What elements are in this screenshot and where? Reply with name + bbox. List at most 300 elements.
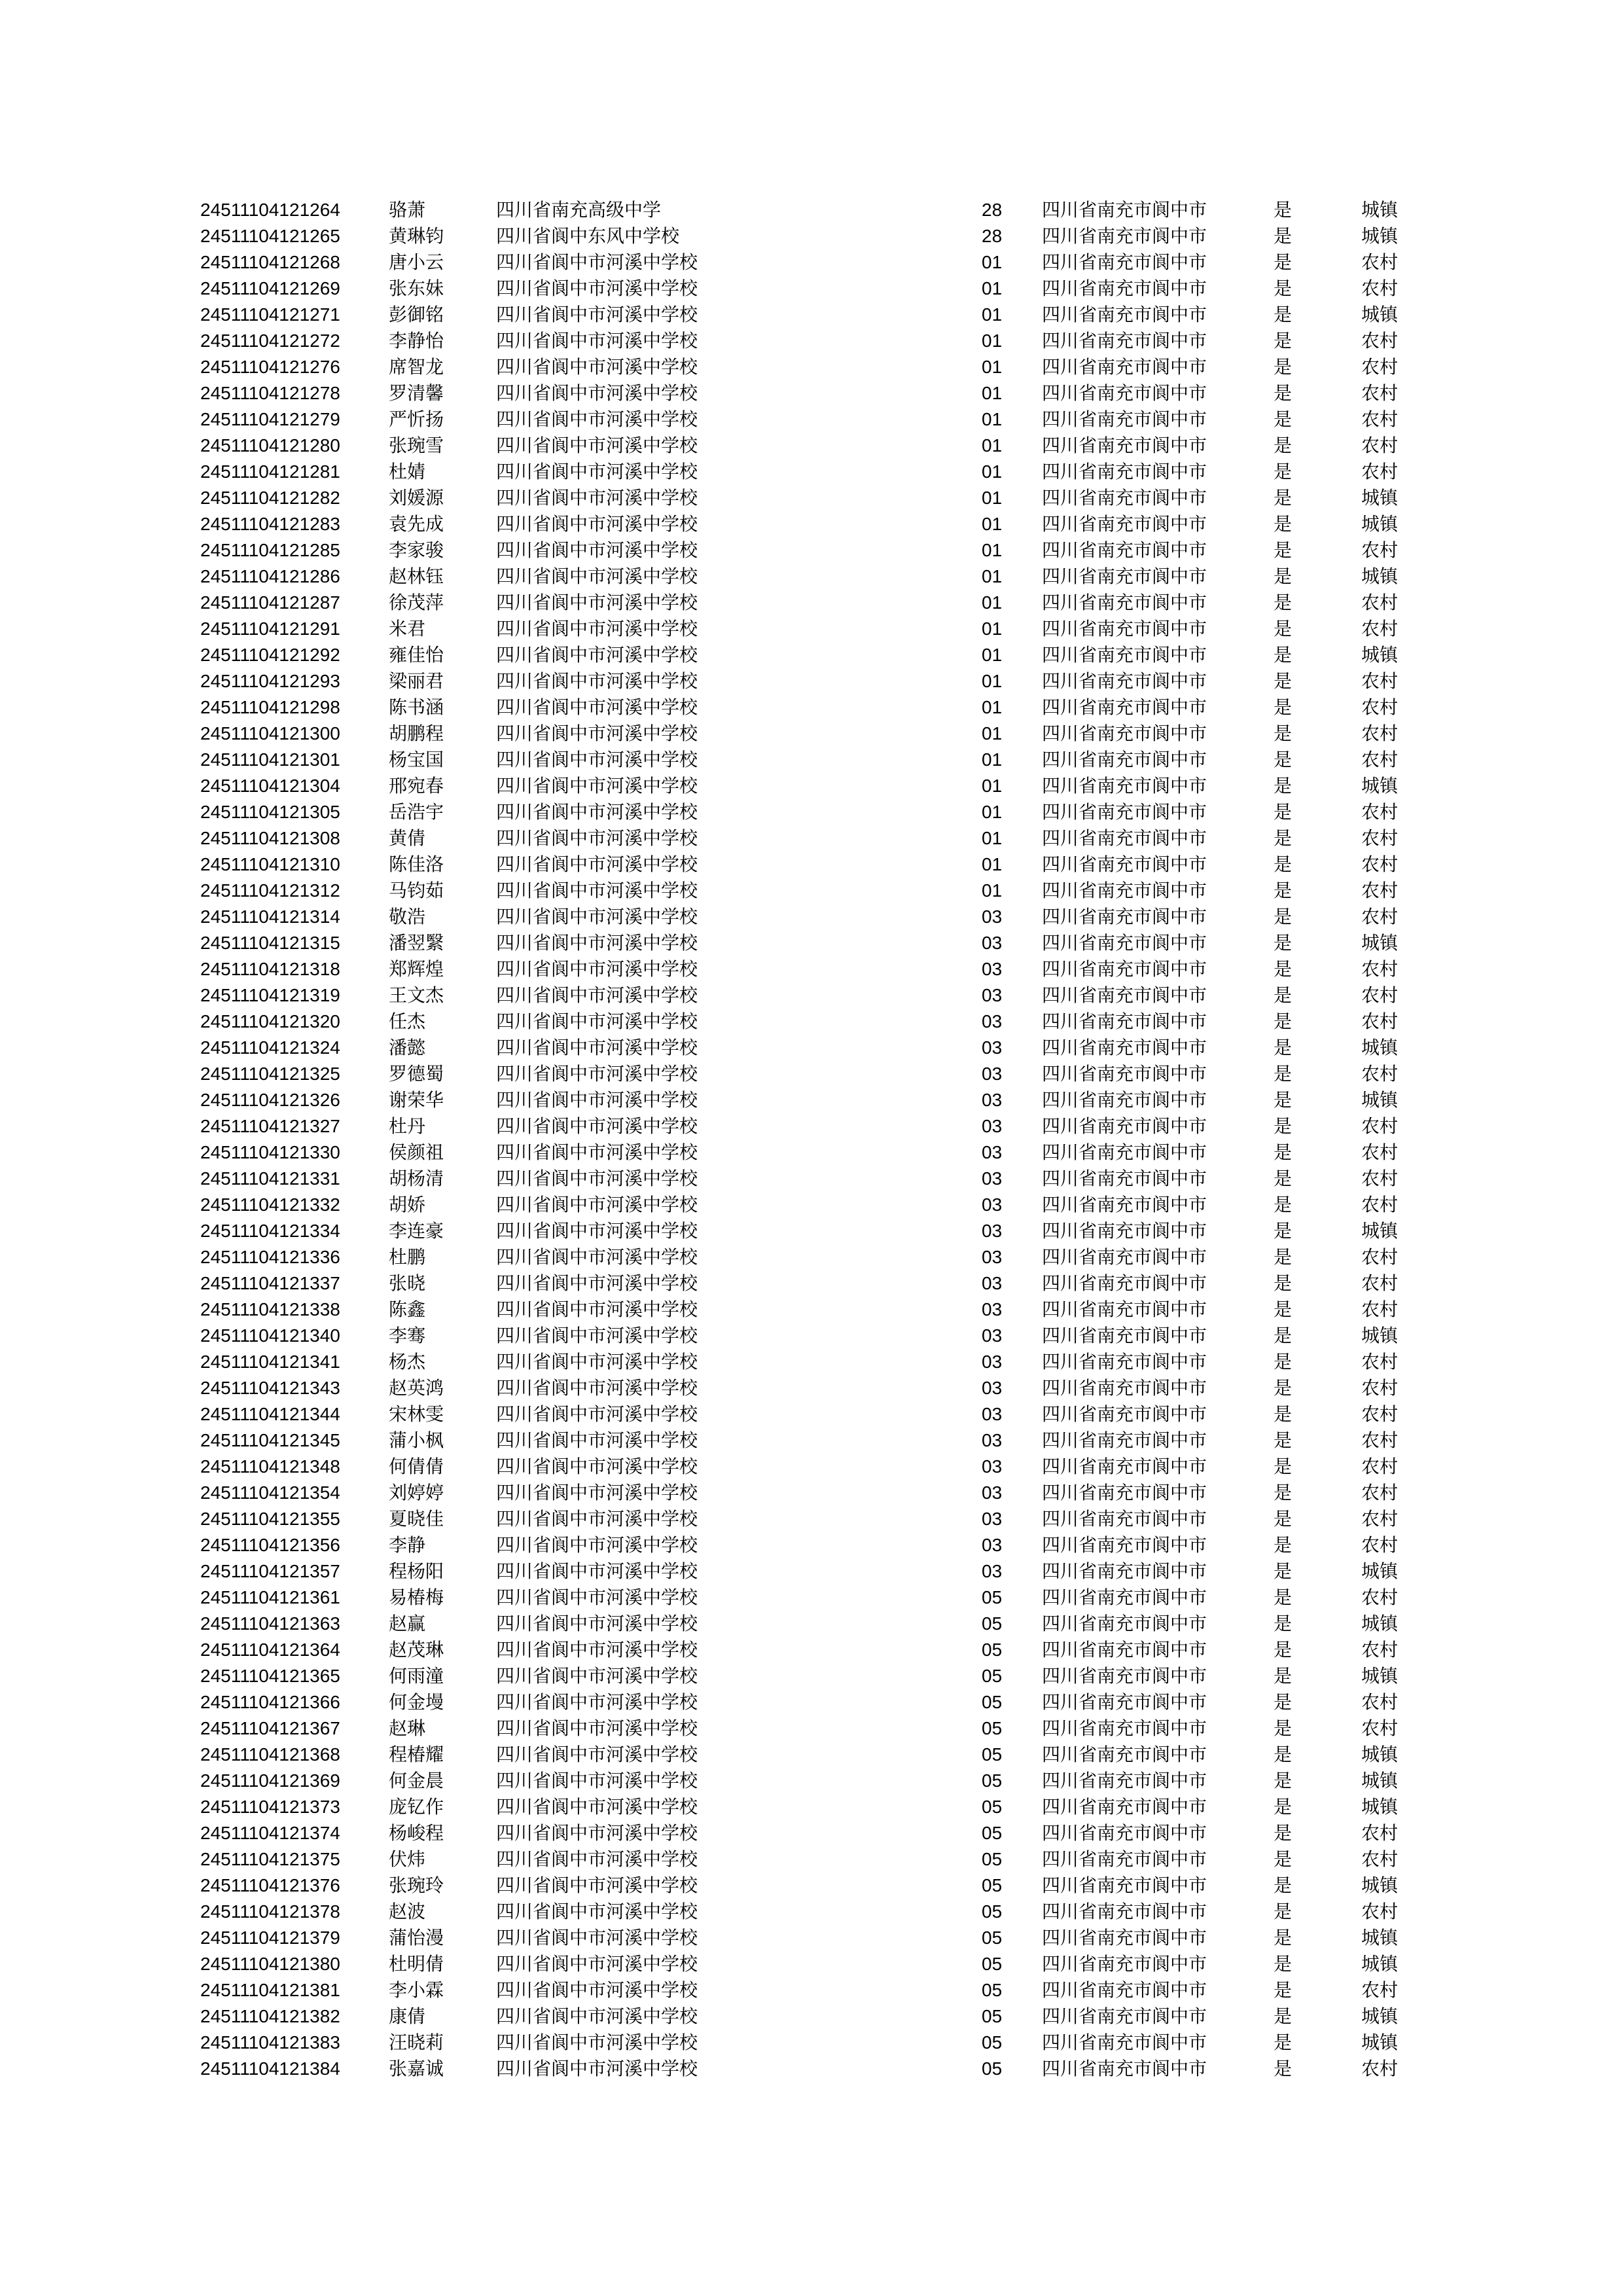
student-name-cell: 任杰 bbox=[389, 1011, 426, 1031]
school-name-cell: 四川省阆中市河溪中学校 bbox=[496, 645, 698, 665]
region-cell: 四川省南充市阆中市 bbox=[1042, 1430, 1207, 1450]
area-type-cell: 农村 bbox=[1361, 1142, 1399, 1162]
student-name-cell: 杨峻程 bbox=[389, 1823, 444, 1843]
student-name-cell: 赵琳 bbox=[389, 1718, 426, 1738]
flag-cell: 是 bbox=[1274, 645, 1293, 665]
student-id-cell: 24511104121298 bbox=[200, 697, 340, 717]
area-type-cell: 城镇 bbox=[1361, 1954, 1399, 1974]
student-name-cell: 李骞 bbox=[389, 1325, 426, 1346]
student-id-cell: 24511104121285 bbox=[200, 540, 340, 560]
flag-cell: 是 bbox=[1274, 749, 1293, 770]
student-id-cell: 24511104121340 bbox=[200, 1325, 340, 1346]
flag-cell: 是 bbox=[1274, 1823, 1293, 1843]
code-cell: 03 bbox=[982, 1482, 1003, 1503]
region-cell: 四川省南充市阆中市 bbox=[1042, 1194, 1207, 1215]
school-name-cell: 四川省阆中市河溪中学校 bbox=[496, 854, 698, 874]
school-name-cell: 四川省阆中市河溪中学校 bbox=[496, 1037, 698, 1058]
area-type-cell: 农村 bbox=[1361, 959, 1399, 979]
area-type-cell: 农村 bbox=[1361, 1587, 1399, 1607]
school-name-cell: 四川省阆中市河溪中学校 bbox=[496, 1901, 698, 1922]
student-id-cell: 24511104121348 bbox=[200, 1456, 340, 1477]
area-type-cell: 农村 bbox=[1361, 1535, 1399, 1555]
student-id-cell: 24511104121357 bbox=[200, 1561, 340, 1581]
student-name-cell: 陈鑫 bbox=[389, 1299, 426, 1319]
region-cell: 四川省南充市阆中市 bbox=[1042, 1613, 1207, 1634]
student-name-cell: 杨宝国 bbox=[389, 749, 444, 770]
student-id-cell: 24511104121382 bbox=[200, 2006, 340, 2026]
table-row bbox=[200, 799, 1444, 825]
school-name-cell: 四川省阆中市河溪中学校 bbox=[496, 1090, 698, 1110]
school-name-cell: 四川省阆中市河溪中学校 bbox=[496, 1587, 698, 1607]
student-name-cell: 杜丹 bbox=[389, 1116, 426, 1136]
region-cell: 四川省南充市阆中市 bbox=[1042, 304, 1207, 325]
student-id-cell: 24511104121327 bbox=[200, 1116, 340, 1136]
student-name-cell: 黄倩 bbox=[389, 828, 426, 848]
table-row bbox=[200, 1192, 1444, 1218]
school-name-cell: 四川省阆中市河溪中学校 bbox=[496, 1325, 698, 1346]
flag-cell: 是 bbox=[1274, 933, 1293, 953]
table-row bbox=[200, 1951, 1444, 1977]
code-cell: 01 bbox=[982, 331, 1003, 351]
region-cell: 四川省南充市阆中市 bbox=[1042, 1011, 1207, 1031]
table-row bbox=[200, 1925, 1444, 1951]
student-id-cell: 24511104121381 bbox=[200, 1980, 340, 2000]
code-cell: 03 bbox=[982, 1378, 1003, 1398]
area-type-cell: 城镇 bbox=[1361, 2006, 1399, 2026]
table-row bbox=[200, 1454, 1444, 1480]
student-name-cell: 杨杰 bbox=[389, 1352, 426, 1372]
student-id-cell: 24511104121364 bbox=[200, 1640, 340, 1660]
code-cell: 01 bbox=[982, 880, 1003, 901]
table-row bbox=[200, 1166, 1444, 1192]
student-id-cell: 24511104121368 bbox=[200, 1744, 340, 1765]
school-name-cell: 四川省阆中市河溪中学校 bbox=[496, 461, 698, 482]
student-name-cell: 敬浩 bbox=[389, 906, 426, 927]
student-name-cell: 邢宛春 bbox=[389, 776, 444, 796]
student-name-cell: 李静 bbox=[389, 1535, 426, 1555]
code-cell: 03 bbox=[982, 1168, 1003, 1189]
table-row bbox=[200, 2030, 1444, 2056]
region-cell: 四川省南充市阆中市 bbox=[1042, 1299, 1207, 1319]
student-id-cell: 24511104121330 bbox=[200, 1142, 340, 1162]
student-id-cell: 24511104121343 bbox=[200, 1378, 340, 1398]
region-cell: 四川省南充市阆中市 bbox=[1042, 671, 1207, 691]
student-name-cell: 夏晓佳 bbox=[389, 1509, 444, 1529]
table-row bbox=[200, 1218, 1444, 1244]
region-cell: 四川省南充市阆中市 bbox=[1042, 1666, 1207, 1686]
code-cell: 03 bbox=[982, 1011, 1003, 1031]
table-row bbox=[200, 1270, 1444, 1297]
student-name-cell: 侯颜祖 bbox=[389, 1142, 444, 1162]
school-name-cell: 四川省阆中市河溪中学校 bbox=[496, 723, 698, 744]
student-id-cell: 24511104121345 bbox=[200, 1430, 340, 1450]
flag-cell: 是 bbox=[1274, 854, 1293, 874]
school-name-cell: 四川省阆中市河溪中学校 bbox=[496, 252, 698, 272]
code-cell: 05 bbox=[982, 1823, 1003, 1843]
region-cell: 四川省南充市阆中市 bbox=[1042, 252, 1207, 272]
student-name-cell: 胡娇 bbox=[389, 1194, 426, 1215]
flag-cell: 是 bbox=[1274, 200, 1293, 220]
region-cell: 四川省南充市阆中市 bbox=[1042, 1640, 1207, 1660]
code-cell: 05 bbox=[982, 2032, 1003, 2053]
table-row bbox=[200, 1087, 1444, 1113]
student-id-cell: 24511104121293 bbox=[200, 671, 340, 691]
student-id-cell: 24511104121373 bbox=[200, 1797, 340, 1817]
student-id-cell: 24511104121279 bbox=[200, 409, 340, 429]
table-row bbox=[200, 433, 1444, 459]
region-cell: 四川省南充市阆中市 bbox=[1042, 461, 1207, 482]
table-row bbox=[200, 694, 1444, 721]
table-row bbox=[200, 1715, 1444, 1742]
student-id-cell: 24511104121356 bbox=[200, 1535, 340, 1555]
flag-cell: 是 bbox=[1274, 959, 1293, 979]
flag-cell: 是 bbox=[1274, 828, 1293, 848]
flag-cell: 是 bbox=[1274, 1247, 1293, 1267]
student-name-cell: 刘婷婷 bbox=[389, 1482, 444, 1503]
area-type-cell: 农村 bbox=[1361, 1116, 1399, 1136]
area-type-cell: 农村 bbox=[1361, 802, 1399, 822]
area-type-cell: 农村 bbox=[1361, 985, 1399, 1005]
table-row bbox=[200, 1794, 1444, 1820]
school-name-cell: 四川省阆中市河溪中学校 bbox=[496, 1273, 698, 1293]
code-cell: 05 bbox=[982, 1640, 1003, 1660]
table-row bbox=[200, 1689, 1444, 1715]
school-name-cell: 四川省阆中市河溪中学校 bbox=[496, 1116, 698, 1136]
table-row bbox=[200, 982, 1444, 1009]
school-name-cell: 四川省阆中市河溪中学校 bbox=[496, 331, 698, 351]
region-cell: 四川省南充市阆中市 bbox=[1042, 645, 1207, 665]
school-name-cell: 四川省阆中市河溪中学校 bbox=[496, 409, 698, 429]
flag-cell: 是 bbox=[1274, 1640, 1293, 1660]
flag-cell: 是 bbox=[1274, 1404, 1293, 1424]
student-id-cell: 24511104121366 bbox=[200, 1692, 340, 1712]
school-name-cell: 四川省阆中市河溪中学校 bbox=[496, 2006, 698, 2026]
region-cell: 四川省南充市阆中市 bbox=[1042, 1247, 1207, 1267]
flag-cell: 是 bbox=[1274, 1875, 1293, 1895]
student-name-cell: 张东妹 bbox=[389, 278, 444, 298]
region-cell: 四川省南充市阆中市 bbox=[1042, 1823, 1207, 1843]
region-cell: 四川省南充市阆中市 bbox=[1042, 540, 1207, 560]
student-name-cell: 程椿耀 bbox=[389, 1744, 444, 1765]
code-cell: 01 bbox=[982, 252, 1003, 272]
region-cell: 四川省南充市阆中市 bbox=[1042, 933, 1207, 953]
region-cell: 四川省南充市阆中市 bbox=[1042, 723, 1207, 744]
area-type-cell: 农村 bbox=[1361, 1247, 1399, 1267]
student-id-cell: 24511104121338 bbox=[200, 1299, 340, 1319]
student-name-cell: 何金晨 bbox=[389, 1770, 444, 1791]
student-id-cell: 24511104121305 bbox=[200, 802, 340, 822]
code-cell: 03 bbox=[982, 985, 1003, 1005]
school-name-cell: 四川省阆中市河溪中学校 bbox=[496, 776, 698, 796]
school-name-cell: 四川省阆中市河溪中学校 bbox=[496, 2058, 698, 2079]
table-row bbox=[200, 904, 1444, 930]
flag-cell: 是 bbox=[1274, 2006, 1293, 2026]
school-name-cell: 四川省阆中市河溪中学校 bbox=[496, 2032, 698, 2053]
flag-cell: 是 bbox=[1274, 1797, 1293, 1817]
area-type-cell: 城镇 bbox=[1361, 645, 1399, 665]
flag-cell: 是 bbox=[1274, 1954, 1293, 1974]
flag-cell: 是 bbox=[1274, 278, 1293, 298]
flag-cell: 是 bbox=[1274, 488, 1293, 508]
student-id-cell: 24511104121269 bbox=[200, 278, 340, 298]
flag-cell: 是 bbox=[1274, 2032, 1293, 2053]
student-name-cell: 席智龙 bbox=[389, 357, 444, 377]
student-id-cell: 24511104121287 bbox=[200, 592, 340, 613]
student-id-cell: 24511104121291 bbox=[200, 619, 340, 639]
student-id-cell: 24511104121367 bbox=[200, 1718, 340, 1738]
table-row bbox=[200, 930, 1444, 956]
table-row bbox=[200, 1820, 1444, 1846]
code-cell: 05 bbox=[982, 1928, 1003, 1948]
code-cell: 01 bbox=[982, 645, 1003, 665]
area-type-cell: 农村 bbox=[1361, 1849, 1399, 1869]
area-type-cell: 农村 bbox=[1361, 1823, 1399, 1843]
area-type-cell: 农村 bbox=[1361, 854, 1399, 874]
school-name-cell: 四川省阆中市河溪中学校 bbox=[496, 1613, 698, 1634]
table-row bbox=[200, 1349, 1444, 1375]
flag-cell: 是 bbox=[1274, 1221, 1293, 1241]
region-cell: 四川省南充市阆中市 bbox=[1042, 854, 1207, 874]
school-name-cell: 四川省阆中市河溪中学校 bbox=[496, 959, 698, 979]
student-id-cell: 24511104121300 bbox=[200, 723, 340, 744]
table-row bbox=[200, 1480, 1444, 1506]
region-cell: 四川省南充市阆中市 bbox=[1042, 488, 1207, 508]
school-name-cell: 四川省阆中东风中学校 bbox=[496, 226, 680, 246]
school-name-cell: 四川省阆中市河溪中学校 bbox=[496, 304, 698, 325]
area-type-cell: 农村 bbox=[1361, 619, 1399, 639]
school-name-cell: 四川省阆中市河溪中学校 bbox=[496, 749, 698, 770]
code-cell: 03 bbox=[982, 1535, 1003, 1555]
code-cell: 03 bbox=[982, 1404, 1003, 1424]
area-type-cell: 农村 bbox=[1361, 1482, 1399, 1503]
flag-cell: 是 bbox=[1274, 985, 1293, 1005]
area-type-cell: 城镇 bbox=[1361, 1221, 1399, 1241]
table-row bbox=[200, 1977, 1444, 2003]
code-cell: 01 bbox=[982, 383, 1003, 403]
student-name-cell: 米君 bbox=[389, 619, 426, 639]
student-id-cell: 24511104121319 bbox=[200, 985, 340, 1005]
region-cell: 四川省南充市阆中市 bbox=[1042, 1090, 1207, 1110]
flag-cell: 是 bbox=[1274, 252, 1293, 272]
table-row bbox=[200, 1742, 1444, 1768]
flag-cell: 是 bbox=[1274, 1352, 1293, 1372]
table-row bbox=[200, 1506, 1444, 1532]
table-row bbox=[200, 1297, 1444, 1323]
code-cell: 28 bbox=[982, 200, 1003, 220]
flag-cell: 是 bbox=[1274, 331, 1293, 351]
school-name-cell: 四川省阆中市河溪中学校 bbox=[496, 1770, 698, 1791]
area-type-cell: 城镇 bbox=[1361, 200, 1399, 220]
student-id-cell: 24511104121276 bbox=[200, 357, 340, 377]
area-type-cell: 农村 bbox=[1361, 331, 1399, 351]
area-type-cell: 农村 bbox=[1361, 1404, 1399, 1424]
region-cell: 四川省南充市阆中市 bbox=[1042, 1535, 1207, 1555]
flag-cell: 是 bbox=[1274, 1587, 1293, 1607]
flag-cell: 是 bbox=[1274, 409, 1293, 429]
flag-cell: 是 bbox=[1274, 1482, 1293, 1503]
code-cell: 05 bbox=[982, 1797, 1003, 1817]
student-name-cell: 康倩 bbox=[389, 2006, 426, 2026]
student-id-cell: 24511104121369 bbox=[200, 1770, 340, 1791]
area-type-cell: 农村 bbox=[1361, 906, 1399, 927]
student-id-cell: 24511104121337 bbox=[200, 1273, 340, 1293]
table-row bbox=[200, 1768, 1444, 1794]
school-name-cell: 四川省阆中市河溪中学校 bbox=[496, 1744, 698, 1765]
student-id-cell: 24511104121361 bbox=[200, 1587, 340, 1607]
region-cell: 四川省南充市阆中市 bbox=[1042, 1797, 1207, 1817]
student-id-cell: 24511104121365 bbox=[200, 1666, 340, 1686]
flag-cell: 是 bbox=[1274, 1718, 1293, 1738]
area-type-cell: 城镇 bbox=[1361, 1037, 1399, 1058]
flag-cell: 是 bbox=[1274, 2058, 1293, 2079]
area-type-cell: 城镇 bbox=[1361, 1561, 1399, 1581]
area-type-cell: 农村 bbox=[1361, 1299, 1399, 1319]
student-id-cell: 24511104121332 bbox=[200, 1194, 340, 1215]
region-cell: 四川省南充市阆中市 bbox=[1042, 1587, 1207, 1607]
code-cell: 03 bbox=[982, 1352, 1003, 1372]
flag-cell: 是 bbox=[1274, 1325, 1293, 1346]
student-name-cell: 程杨阳 bbox=[389, 1561, 444, 1581]
code-cell: 05 bbox=[982, 1875, 1003, 1895]
flag-cell: 是 bbox=[1274, 1064, 1293, 1084]
code-cell: 01 bbox=[982, 697, 1003, 717]
region-cell: 四川省南充市阆中市 bbox=[1042, 1875, 1207, 1895]
area-type-cell: 农村 bbox=[1361, 1064, 1399, 1084]
table-row bbox=[200, 1061, 1444, 1087]
student-name-cell: 杜婧 bbox=[389, 461, 426, 482]
student-id-cell: 24511104121384 bbox=[200, 2058, 340, 2079]
student-name-cell: 赵茂琳 bbox=[389, 1640, 444, 1660]
flag-cell: 是 bbox=[1274, 1168, 1293, 1189]
area-type-cell: 城镇 bbox=[1361, 488, 1399, 508]
flag-cell: 是 bbox=[1274, 1011, 1293, 1031]
code-cell: 01 bbox=[982, 435, 1003, 456]
area-type-cell: 城镇 bbox=[1361, 1325, 1399, 1346]
code-cell: 28 bbox=[982, 226, 1003, 246]
table-row bbox=[200, 642, 1444, 668]
code-cell: 03 bbox=[982, 1247, 1003, 1267]
student-name-cell: 罗德蜀 bbox=[389, 1064, 444, 1084]
student-id-cell: 24511104121344 bbox=[200, 1404, 340, 1424]
school-name-cell: 四川省阆中市河溪中学校 bbox=[496, 1797, 698, 1817]
region-cell: 四川省南充市阆中市 bbox=[1042, 1718, 1207, 1738]
area-type-cell: 农村 bbox=[1361, 880, 1399, 901]
region-cell: 四川省南充市阆中市 bbox=[1042, 1404, 1207, 1424]
student-id-cell: 24511104121374 bbox=[200, 1823, 340, 1843]
student-id-cell: 24511104121363 bbox=[200, 1613, 340, 1634]
student-id-cell: 24511104121383 bbox=[200, 2032, 340, 2053]
region-cell: 四川省南充市阆中市 bbox=[1042, 1037, 1207, 1058]
area-type-cell: 农村 bbox=[1361, 252, 1399, 272]
code-cell: 01 bbox=[982, 566, 1003, 586]
student-name-cell: 马钧茹 bbox=[389, 880, 444, 901]
table-row bbox=[200, 1611, 1444, 1637]
region-cell: 四川省南充市阆中市 bbox=[1042, 357, 1207, 377]
school-name-cell: 四川省阆中市河溪中学校 bbox=[496, 1404, 698, 1424]
table-row bbox=[200, 511, 1444, 537]
table-row bbox=[200, 878, 1444, 904]
area-type-cell: 城镇 bbox=[1361, 1090, 1399, 1110]
area-type-cell: 农村 bbox=[1361, 1456, 1399, 1477]
code-cell: 01 bbox=[982, 671, 1003, 691]
student-name-cell: 张琬雪 bbox=[389, 435, 444, 456]
code-cell: 01 bbox=[982, 357, 1003, 377]
student-name-cell: 杜鹏 bbox=[389, 1247, 426, 1267]
student-id-cell: 24511104121315 bbox=[200, 933, 340, 953]
code-cell: 03 bbox=[982, 1273, 1003, 1293]
code-cell: 01 bbox=[982, 488, 1003, 508]
student-id-cell: 24511104121264 bbox=[200, 200, 340, 220]
student-name-cell: 潘翌繄 bbox=[389, 933, 444, 953]
student-name-cell: 宋林雯 bbox=[389, 1404, 444, 1424]
code-cell: 03 bbox=[982, 1064, 1003, 1084]
student-id-cell: 24511104121331 bbox=[200, 1168, 340, 1189]
table-row bbox=[200, 459, 1444, 485]
region-cell: 四川省南充市阆中市 bbox=[1042, 1116, 1207, 1136]
region-cell: 四川省南充市阆中市 bbox=[1042, 776, 1207, 796]
region-cell: 四川省南充市阆中市 bbox=[1042, 226, 1207, 246]
region-cell: 四川省南充市阆中市 bbox=[1042, 1221, 1207, 1241]
flag-cell: 是 bbox=[1274, 1142, 1293, 1162]
student-id-cell: 24511104121265 bbox=[200, 226, 340, 246]
student-name-cell: 李家骏 bbox=[389, 540, 444, 560]
flag-cell: 是 bbox=[1274, 435, 1293, 456]
code-cell: 01 bbox=[982, 723, 1003, 744]
student-id-cell: 24511104121324 bbox=[200, 1037, 340, 1058]
student-name-cell: 王文杰 bbox=[389, 985, 444, 1005]
student-id-cell: 24511104121325 bbox=[200, 1064, 340, 1084]
region-cell: 四川省南充市阆中市 bbox=[1042, 1692, 1207, 1712]
code-cell: 03 bbox=[982, 1299, 1003, 1319]
table-row bbox=[200, 1585, 1444, 1611]
school-name-cell: 四川省阆中市河溪中学校 bbox=[496, 278, 698, 298]
area-type-cell: 城镇 bbox=[1361, 776, 1399, 796]
flag-cell: 是 bbox=[1274, 514, 1293, 534]
region-cell: 四川省南充市阆中市 bbox=[1042, 383, 1207, 403]
table-row bbox=[200, 1558, 1444, 1585]
code-cell: 03 bbox=[982, 1325, 1003, 1346]
student-id-cell: 24511104121354 bbox=[200, 1482, 340, 1503]
student-name-cell: 黄琳钧 bbox=[389, 226, 444, 246]
student-name-cell: 胡杨清 bbox=[389, 1168, 444, 1189]
region-cell: 四川省南充市阆中市 bbox=[1042, 959, 1207, 979]
flag-cell: 是 bbox=[1274, 1535, 1293, 1555]
student-name-cell: 陈书涵 bbox=[389, 697, 444, 717]
flag-cell: 是 bbox=[1274, 1299, 1293, 1319]
student-name-cell: 彭御铭 bbox=[389, 304, 444, 325]
code-cell: 03 bbox=[982, 959, 1003, 979]
code-cell: 05 bbox=[982, 1718, 1003, 1738]
table-row bbox=[200, 616, 1444, 642]
student-id-cell: 24511104121310 bbox=[200, 854, 340, 874]
code-cell: 03 bbox=[982, 1221, 1003, 1241]
table-row bbox=[200, 223, 1444, 249]
student-roster-table bbox=[200, 197, 1444, 2082]
region-cell: 四川省南充市阆中市 bbox=[1042, 2032, 1207, 2053]
student-name-cell: 赵英鸿 bbox=[389, 1378, 444, 1398]
flag-cell: 是 bbox=[1274, 906, 1293, 927]
table-row bbox=[200, 956, 1444, 982]
student-name-cell: 袁先成 bbox=[389, 514, 444, 534]
area-type-cell: 农村 bbox=[1361, 1980, 1399, 2000]
student-id-cell: 24511104121380 bbox=[200, 1954, 340, 1974]
table-row bbox=[200, 485, 1444, 511]
student-name-cell: 赵林钰 bbox=[389, 566, 444, 586]
school-name-cell: 四川省阆中市河溪中学校 bbox=[496, 1535, 698, 1555]
school-name-cell: 四川省阆中市河溪中学校 bbox=[496, 1456, 698, 1477]
region-cell: 四川省南充市阆中市 bbox=[1042, 697, 1207, 717]
flag-cell: 是 bbox=[1274, 776, 1293, 796]
